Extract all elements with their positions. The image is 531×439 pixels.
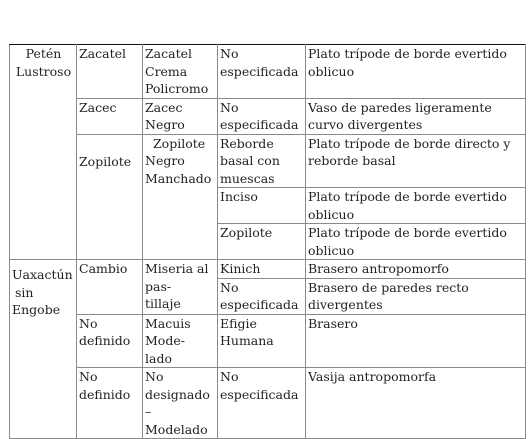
forma-text: Plato trípode de borde directo y reborde basal [308,135,511,168]
tipo-cell [77,260,143,315]
decoracion-cell [218,134,306,188]
variedad-line: Crema [145,63,188,79]
variedad-cell [143,260,218,315]
decoracion-line: basal con [220,153,280,168]
tipo-cell [77,368,143,439]
decoracion-line: No [220,99,239,115]
forma-text: Plato trípode de borde evertido oblicuo [308,225,507,258]
decoracion-line: especificada [220,297,299,312]
variedad-line: Negro [145,117,185,132]
decoracion-line: Zopilote [220,225,273,240]
decoracion-line: Kinich [220,261,261,276]
forma-text: Plato trípode de borde evertido oblicuo [308,189,507,222]
decoracion-line: especificada [220,63,299,79]
tipo-cell [77,45,143,99]
variedad-line: Zopilote [153,135,206,151]
decoracion-cell [218,98,306,134]
forma-cell [306,260,526,279]
variedad-line: No [145,369,164,384]
decoracion-line: No [220,279,239,295]
decoracion-cell [218,314,306,368]
variedad-line: tillaje [145,296,181,311]
tipo-cell [77,314,143,368]
forma-text: Vaso de paredes ligeramente curvo divergentes [308,99,492,132]
decoracion-cell [218,188,306,224]
decoracion-line: Inciso [220,189,258,204]
decoracion-line: especificada [220,117,299,132]
variedad-cell [143,134,218,260]
forma-cell [306,278,526,314]
decoracion-cell [218,368,306,439]
variedad-line: Macuis [145,315,191,331]
variedad-line: Zacatel [145,46,193,61]
forma-cell [306,188,526,224]
variedad-cell [143,314,218,368]
group-label-line: sin [15,284,34,300]
variedad-line: designado [145,386,210,402]
table-row [10,45,526,99]
forma-cell [306,368,526,439]
group-cell [10,260,77,439]
variedad-line: Miseria al [145,261,209,276]
decoracion-line: No [220,46,239,61]
forma-cell [306,314,526,368]
decoracion-cell [218,260,306,279]
decoracion-line: Reborde [220,135,274,151]
tipo-cell [77,98,143,134]
variedad-line: Zacec [145,99,183,115]
variedad-cell [143,368,218,439]
ceramic-classification-table [9,44,526,439]
forma-cell [306,45,526,99]
decoracion-line: Efigie [220,315,257,331]
decoracion-cell [218,224,306,260]
decoracion-cell [218,278,306,314]
forma-text: Brasero [308,315,358,331]
forma-text: Brasero de paredes recto divergentes [308,279,469,312]
group-label-line: Petén [25,46,62,61]
forma-cell [306,224,526,260]
tipo-text: No definido [79,369,131,402]
table-row [10,134,526,188]
group-label-line: Uaxactún [12,267,73,282]
table-row [10,368,526,439]
variedad-line: pas- [145,278,172,294]
forma-text: Vasija antropomorfa [308,369,437,384]
decoracion-line: especificada [220,386,299,402]
variedad-line: Negro [145,153,185,168]
variedad-line: Policromo [145,81,209,96]
variedad-line: Modelado [145,421,208,437]
tipo-text: Zacec [79,99,117,115]
forma-cell [306,98,526,134]
variedad-line: Manchado [145,170,212,186]
group-label-line: Lustroso [15,63,72,79]
decoracion-line: muescas [220,170,275,186]
tipo-text: Zopilote [79,153,132,169]
decoracion-line: Humana [220,333,274,348]
decoracion-line: No [220,369,239,384]
variedad-line: Mode- [145,333,185,348]
group-label-line: Engobe [12,302,61,317]
variedad-cell [143,98,218,134]
tipo-text: No definido [79,315,131,348]
table-row [10,260,526,279]
variedad-cell [143,45,218,99]
table-row [10,98,526,134]
forma-cell [306,134,526,188]
variedad-line: lado [145,350,172,366]
table-row [10,314,526,368]
group-cell [10,45,77,260]
tipo-text: Cambio [79,261,128,276]
tipo-cell [77,134,143,260]
forma-text: Plato trípode de borde evertido oblicuo [308,46,507,79]
variedad-line: – [145,404,152,419]
tipo-text: Zacatel [79,46,127,61]
decoracion-cell [218,45,306,99]
forma-text: Brasero antropomorfo [308,261,449,276]
